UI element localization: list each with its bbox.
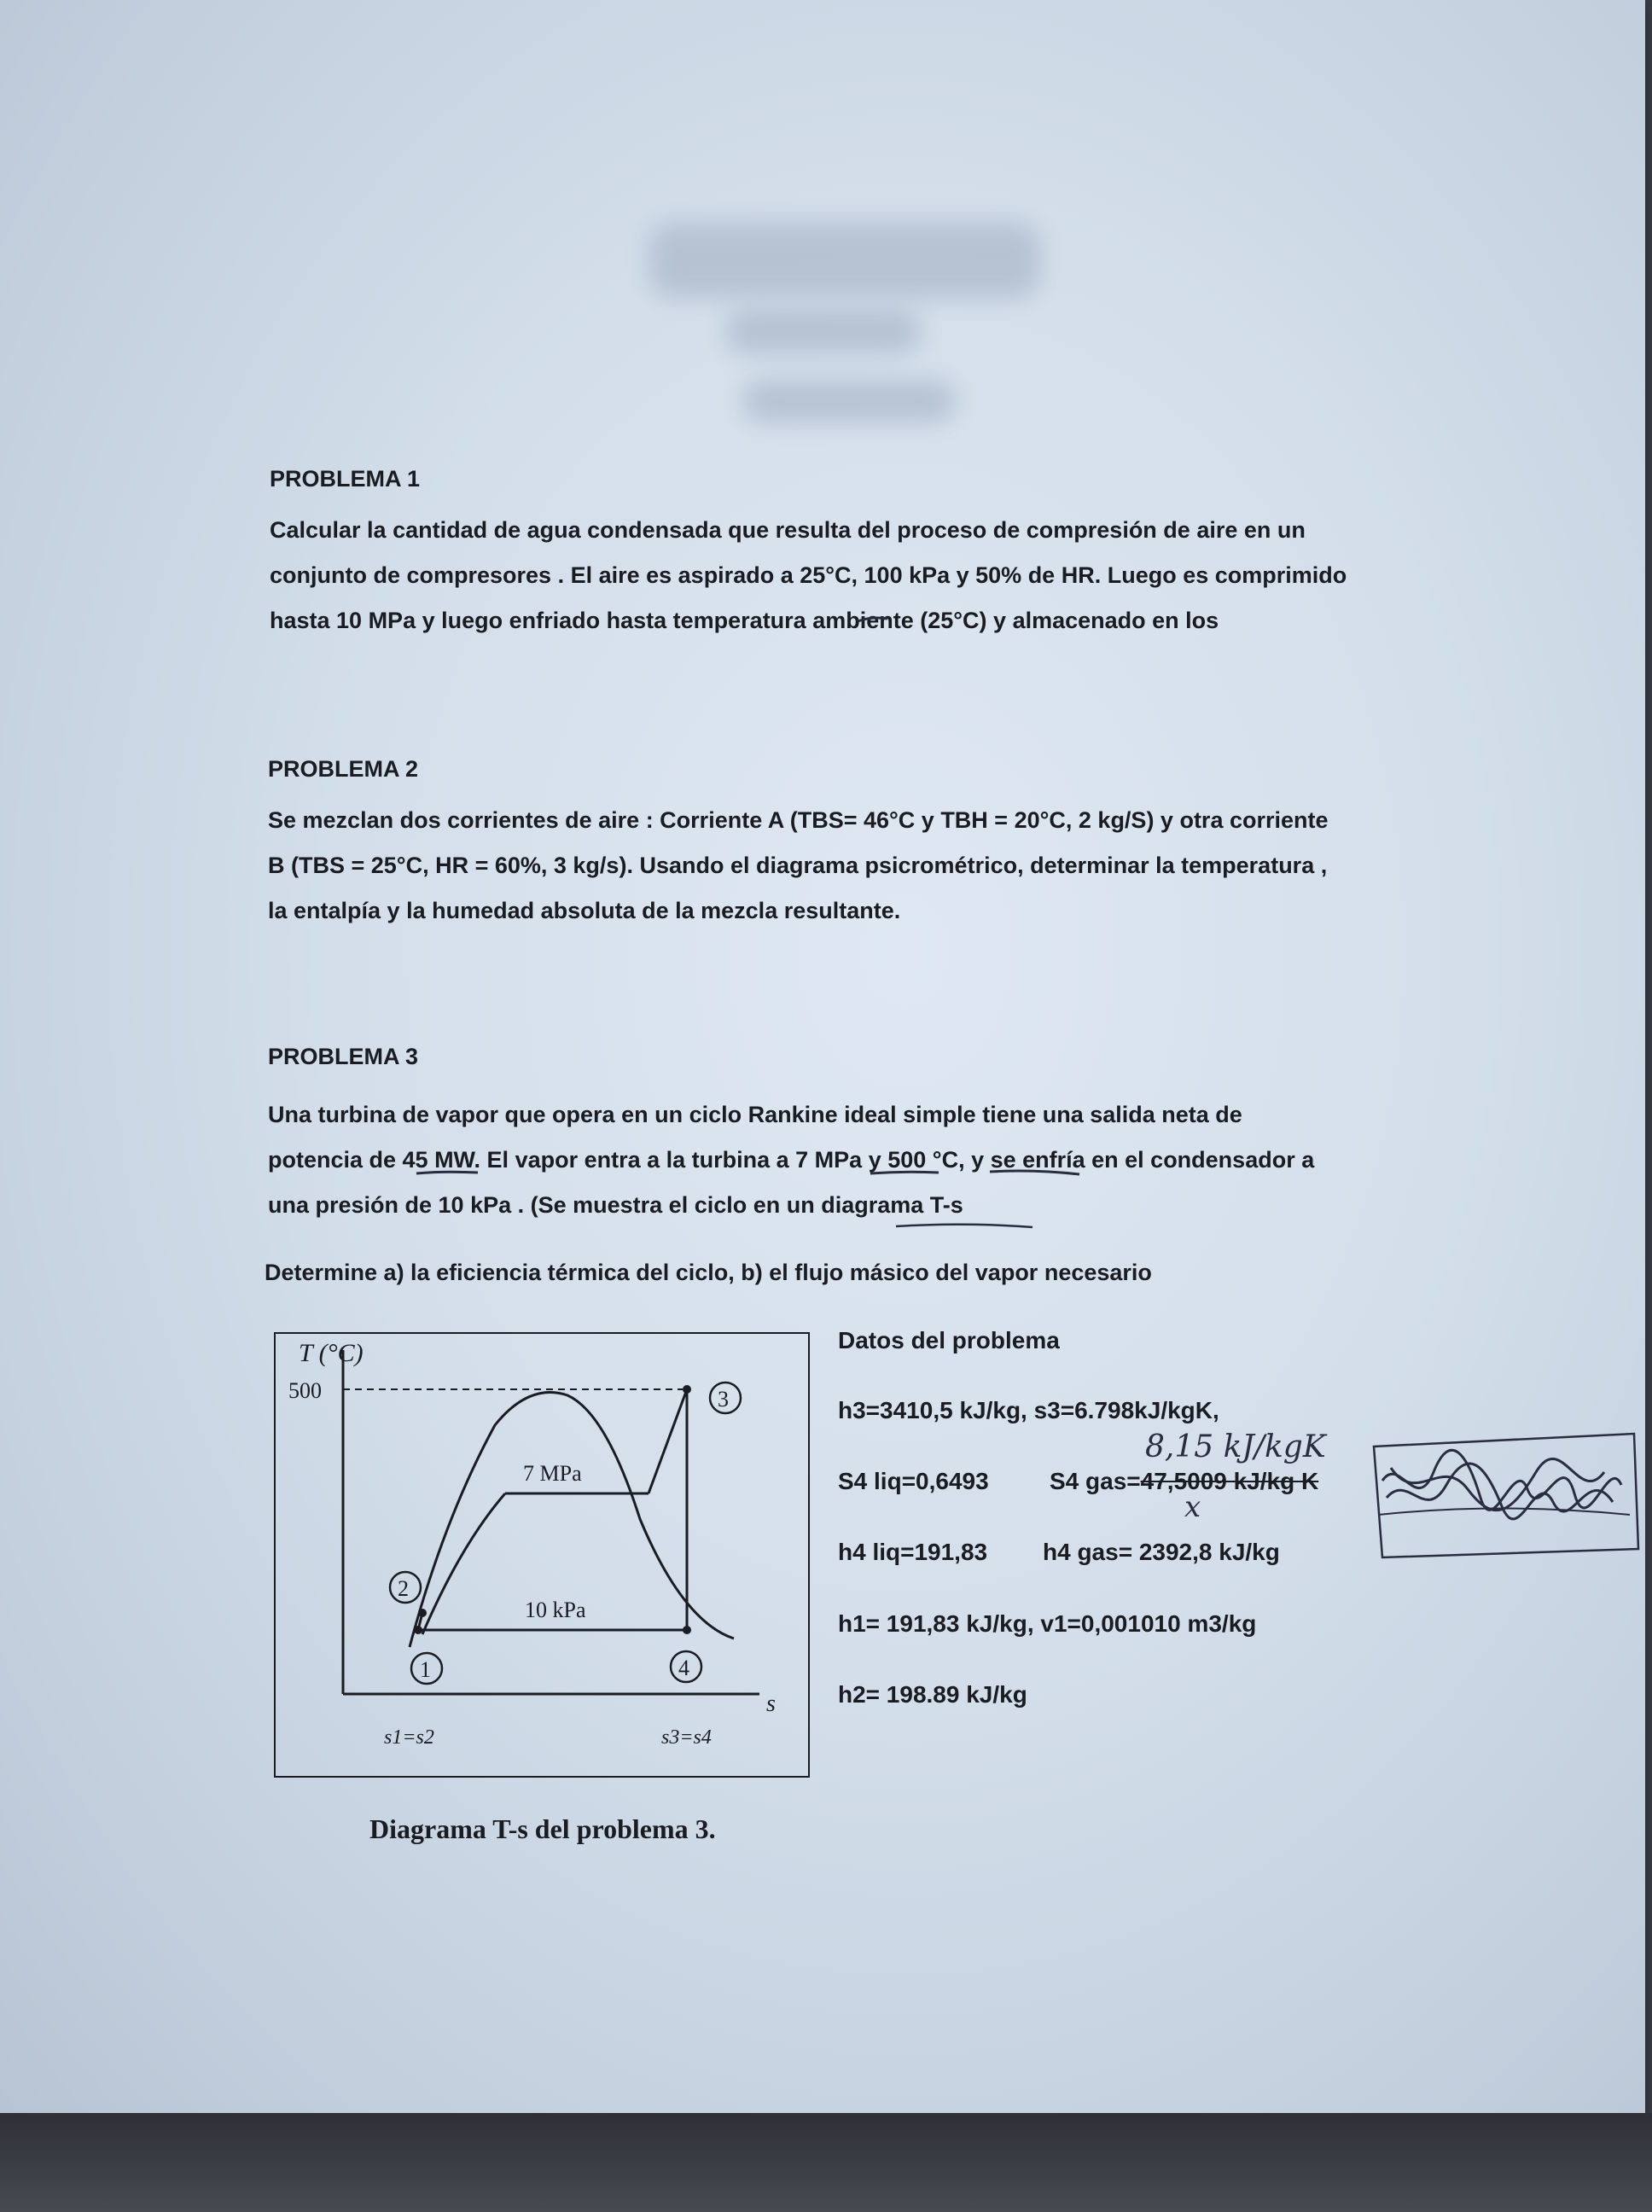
problem3-line: potencia de 45 MW. El vapor entra a la turbina a 7 MPa y 500 °C, y se enfría en el condensador a <box>268 1147 1315 1173</box>
datos-title: Datos del problema <box>838 1327 1060 1353</box>
s4-gas-label: S4 gas= <box>1050 1468 1141 1494</box>
problem1-line: Calcular la cantidad de agua condensada que resulta del proceso de compresión de aire en un <box>270 517 1306 543</box>
problem2-line: la entalpía y la humedad absoluta de la mezcla resultante. <box>268 898 901 923</box>
superheat-line <box>649 1389 687 1493</box>
handwritten-s4-correction: 8,15 kJ/kgK <box>1145 1429 1326 1464</box>
diagram-caption: Diagrama T-s del problema 3. <box>369 1813 716 1844</box>
datos-h1-v1: h1= 191,83 kJ/kg, v1=0,001010 m3/kg <box>838 1610 1257 1637</box>
state-point-4 <box>683 1626 691 1634</box>
state-label-4: 4 <box>678 1656 689 1680</box>
s4-gas-struck-value: 47,5009 kJ/kg K <box>1140 1468 1319 1494</box>
state-point-3 <box>683 1385 691 1394</box>
problem3-heading: PROBLEMA 3 <box>268 1044 419 1069</box>
state-point-2 <box>418 1609 427 1617</box>
problem1-line: conjunto de compresores . El aire es aspirado a 25°C, 100 kPa y 50% de HR. Luego es comprimido <box>270 562 1347 588</box>
isobar-7mpa-label: 7 MPa <box>523 1461 582 1486</box>
problem3-question: Determine a) la eficiencia térmica del ciclo, b) el flujo másico del vapor necesario <box>265 1260 1152 1285</box>
s-axis-label: s <box>766 1691 776 1717</box>
problem3-line: una presión de 10 kPa . (Se muestra el ciclo en un diagrama T-s <box>268 1192 963 1218</box>
problem2-heading: PROBLEMA 2 <box>268 756 419 782</box>
ts-diagram <box>273 1331 811 1779</box>
problem1-heading: PROBLEMA 1 <box>270 466 421 492</box>
handwritten-x-mark: x <box>1184 1490 1201 1524</box>
s1-s2-label: s1=s2 <box>384 1726 434 1749</box>
problem2-line: B (TBS = 25°C, HR = 60%, 3 kg/s). Usando el diagrama psicrométrico, determinar la temperatura , <box>268 853 1328 878</box>
problem2-line: Se mezclan dos corrientes de aire : Corriente A (TBS= 46°C y TBH = 20°C, 2 kg/S) y otra corriente <box>268 807 1329 833</box>
isobar-10kpa-label: 10 kPa <box>525 1598 586 1622</box>
problem1-line: hasta 10 MPa y luego enfriado hasta temperatura ambiente (25°C) y almacenado en los <box>270 608 1219 633</box>
state-point-1 <box>414 1626 422 1634</box>
state-label-3: 3 <box>718 1387 729 1412</box>
datos-h4-liq: h4 liq=191,83 <box>838 1539 988 1565</box>
datos-h4-gas: h4 gas= 2392,8 kJ/kg <box>1043 1539 1280 1565</box>
state-label-2: 2 <box>398 1576 409 1601</box>
t-axis-label: T (°C) <box>299 1339 364 1367</box>
problem3-line: Una turbina de vapor que opera en un ciclo Rankine ideal simple tiene una salida neta de <box>268 1102 1242 1127</box>
datos-h3-s3: h3=3410,5 kJ/kg, s3=6.798kJ/kgK, <box>838 1397 1219 1423</box>
table-background <box>0 2113 1652 2212</box>
datos-h2: h2= 198.89 kJ/kg <box>838 1681 1027 1708</box>
t-tick-500: 500 <box>288 1378 322 1403</box>
scribble-box <box>1365 1421 1643 1575</box>
s3-s4-label: s3=s4 <box>661 1726 712 1749</box>
state-label-1: 1 <box>420 1657 431 1682</box>
datos-s4-liq: S4 liq=0,6493 <box>838 1468 989 1494</box>
diagram-frame <box>275 1333 809 1777</box>
